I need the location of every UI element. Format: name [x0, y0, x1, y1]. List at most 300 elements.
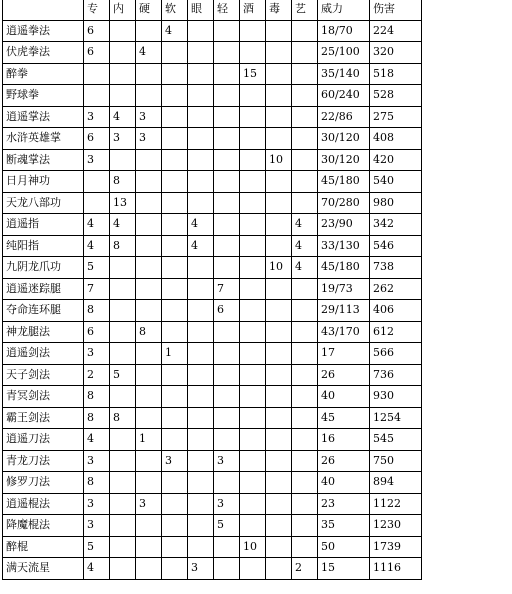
header-yan: 眼	[188, 0, 214, 20]
power-cell: 15	[318, 558, 370, 580]
nei-cell	[110, 493, 136, 515]
table-row	[3, 20, 422, 42]
du-cell	[266, 364, 292, 386]
qing-cell	[214, 214, 240, 236]
qing-cell	[214, 20, 240, 42]
damage-cell: 736	[370, 364, 422, 386]
ruan-cell	[162, 429, 188, 451]
zhuan-cell: 8	[84, 407, 110, 429]
skill-name-cell: 霸王剑法	[3, 407, 84, 429]
skill-name-cell: 天子剑法	[3, 364, 84, 386]
du-cell	[266, 214, 292, 236]
nei-cell: 8	[110, 171, 136, 193]
yi-cell	[292, 192, 318, 214]
du-cell	[266, 515, 292, 537]
du-cell	[266, 536, 292, 558]
yi-cell	[292, 278, 318, 300]
ying-cell	[136, 214, 162, 236]
qing-cell	[214, 235, 240, 257]
ruan-cell: 3	[162, 450, 188, 472]
jiu-cell	[240, 128, 266, 150]
yi-cell: 4	[292, 257, 318, 279]
skill-name-cell: 修罗刀法	[3, 472, 84, 494]
power-cell: 70/280	[318, 192, 370, 214]
skill-name-cell: 满天流星	[3, 558, 84, 580]
damage-cell: 738	[370, 257, 422, 279]
damage-cell: 894	[370, 472, 422, 494]
yi-cell: 4	[292, 235, 318, 257]
ying-cell: 3	[136, 106, 162, 128]
skill-name-cell: 醉棍	[3, 536, 84, 558]
zhuan-cell	[84, 85, 110, 107]
table-row	[3, 278, 422, 300]
ying-cell	[136, 85, 162, 107]
jiu-cell	[240, 472, 266, 494]
qing-cell	[214, 42, 240, 64]
yan-cell	[188, 472, 214, 494]
ying-cell	[136, 192, 162, 214]
nei-cell	[110, 63, 136, 85]
du-cell	[266, 20, 292, 42]
ruan-cell: 4	[162, 20, 188, 42]
ruan-cell	[162, 106, 188, 128]
table-row	[3, 321, 422, 343]
jiu-cell	[240, 171, 266, 193]
table-row	[3, 364, 422, 386]
skill-name-cell: 逍遥刀法	[3, 429, 84, 451]
ying-cell	[136, 171, 162, 193]
zhuan-cell: 7	[84, 278, 110, 300]
table-body	[3, 20, 422, 579]
power-cell: 50	[318, 536, 370, 558]
damage-cell: 275	[370, 106, 422, 128]
table-row	[3, 450, 422, 472]
yan-cell	[188, 450, 214, 472]
yan-cell	[188, 321, 214, 343]
zhuan-cell: 3	[84, 450, 110, 472]
damage-cell: 320	[370, 42, 422, 64]
skill-name-cell: 纯阳指	[3, 235, 84, 257]
power-cell: 16	[318, 429, 370, 451]
nei-cell: 8	[110, 407, 136, 429]
du-cell	[266, 235, 292, 257]
skill-name-cell: 水浒英雄掌	[3, 128, 84, 150]
yi-cell	[292, 300, 318, 322]
du-cell	[266, 386, 292, 408]
yi-cell	[292, 364, 318, 386]
yan-cell	[188, 407, 214, 429]
header-ruan: 软	[162, 0, 188, 20]
jiu-cell	[240, 407, 266, 429]
yan-cell	[188, 515, 214, 537]
qing-cell: 6	[214, 300, 240, 322]
zhuan-cell: 4	[84, 235, 110, 257]
power-cell: 35/140	[318, 63, 370, 85]
nei-cell	[110, 450, 136, 472]
nei-cell	[110, 300, 136, 322]
damage-cell: 262	[370, 278, 422, 300]
jiu-cell	[240, 515, 266, 537]
yi-cell	[292, 85, 318, 107]
zhuan-cell: 3	[84, 493, 110, 515]
damage-cell: 930	[370, 386, 422, 408]
jiu-cell	[240, 429, 266, 451]
skill-name-cell: 青冥剑法	[3, 386, 84, 408]
ruan-cell	[162, 536, 188, 558]
header-damage: 伤害	[370, 0, 422, 20]
nei-cell	[110, 536, 136, 558]
jiu-cell	[240, 192, 266, 214]
zhuan-cell: 4	[84, 429, 110, 451]
nei-cell	[110, 472, 136, 494]
header-nei: 内	[110, 0, 136, 20]
yan-cell	[188, 536, 214, 558]
yi-cell	[292, 343, 318, 365]
du-cell	[266, 558, 292, 580]
ying-cell	[136, 235, 162, 257]
yi-cell: 2	[292, 558, 318, 580]
jiu-cell	[240, 321, 266, 343]
zhuan-cell: 3	[84, 343, 110, 365]
yi-cell	[292, 407, 318, 429]
power-cell: 26	[318, 364, 370, 386]
power-cell: 40	[318, 386, 370, 408]
ruan-cell	[162, 364, 188, 386]
du-cell	[266, 106, 292, 128]
qing-cell	[214, 429, 240, 451]
jiu-cell	[240, 300, 266, 322]
ruan-cell	[162, 192, 188, 214]
table-row	[3, 106, 422, 128]
qing-cell	[214, 192, 240, 214]
header-yi: 艺	[292, 0, 318, 20]
yan-cell	[188, 42, 214, 64]
power-cell: 45/180	[318, 171, 370, 193]
qing-cell	[214, 472, 240, 494]
du-cell	[266, 128, 292, 150]
ruan-cell	[162, 300, 188, 322]
table-row	[3, 63, 422, 85]
du-cell	[266, 192, 292, 214]
zhuan-cell	[84, 171, 110, 193]
zhuan-cell: 6	[84, 321, 110, 343]
damage-cell: 1122	[370, 493, 422, 515]
skill-name-cell: 逍遥剑法	[3, 343, 84, 365]
damage-cell: 528	[370, 85, 422, 107]
ying-cell	[136, 20, 162, 42]
qing-cell: 3	[214, 493, 240, 515]
table-row	[3, 257, 422, 279]
yan-cell: 3	[188, 558, 214, 580]
du-cell: 10	[266, 257, 292, 279]
table-row	[3, 171, 422, 193]
nei-cell	[110, 20, 136, 42]
power-cell: 19/73	[318, 278, 370, 300]
yi-cell	[292, 42, 318, 64]
damage-cell: 1230	[370, 515, 422, 537]
skill-name-cell: 断魂掌法	[3, 149, 84, 171]
ruan-cell	[162, 493, 188, 515]
zhuan-cell: 3	[84, 515, 110, 537]
nei-cell: 3	[110, 128, 136, 150]
ying-cell	[136, 558, 162, 580]
skill-name-cell: 野球拳	[3, 85, 84, 107]
yi-cell	[292, 149, 318, 171]
power-cell: 33/130	[318, 235, 370, 257]
skill-name-cell: 逍遥拳法	[3, 20, 84, 42]
jiu-cell	[240, 493, 266, 515]
qing-cell	[214, 364, 240, 386]
damage-cell: 342	[370, 214, 422, 236]
skill-name-cell: 伏虎拳法	[3, 42, 84, 64]
du-cell	[266, 343, 292, 365]
zhuan-cell: 6	[84, 128, 110, 150]
table-row	[3, 85, 422, 107]
skill-name-cell: 日月神功	[3, 171, 84, 193]
jiu-cell	[240, 42, 266, 64]
jiu-cell	[240, 149, 266, 171]
nei-cell	[110, 386, 136, 408]
skill-name-cell: 夺命连环腿	[3, 300, 84, 322]
qing-cell: 3	[214, 450, 240, 472]
table-row	[3, 128, 422, 150]
zhuan-cell: 6	[84, 20, 110, 42]
qing-cell: 7	[214, 278, 240, 300]
qing-cell	[214, 407, 240, 429]
du-cell	[266, 63, 292, 85]
ying-cell	[136, 386, 162, 408]
yan-cell	[188, 149, 214, 171]
damage-cell: 1739	[370, 536, 422, 558]
skill-name-cell: 九阴龙爪功	[3, 257, 84, 279]
qing-cell: 5	[214, 515, 240, 537]
header-zhuan: 专	[84, 0, 110, 20]
damage-cell: 545	[370, 429, 422, 451]
qing-cell	[214, 321, 240, 343]
header-jiu: 酒	[240, 0, 266, 20]
ruan-cell	[162, 558, 188, 580]
power-cell: 35	[318, 515, 370, 537]
qing-cell	[214, 558, 240, 580]
zhuan-cell: 2	[84, 364, 110, 386]
zhuan-cell: 8	[84, 386, 110, 408]
ying-cell	[136, 450, 162, 472]
ruan-cell	[162, 214, 188, 236]
power-cell: 30/120	[318, 128, 370, 150]
power-cell: 23/90	[318, 214, 370, 236]
power-cell: 23	[318, 493, 370, 515]
nei-cell: 13	[110, 192, 136, 214]
table-row	[3, 343, 422, 365]
du-cell	[266, 85, 292, 107]
table-row	[3, 558, 422, 580]
damage-cell: 1254	[370, 407, 422, 429]
nei-cell	[110, 85, 136, 107]
nei-cell	[110, 42, 136, 64]
yan-cell	[188, 343, 214, 365]
yan-cell	[188, 63, 214, 85]
skill-name-cell: 逍遥迷踪腿	[3, 278, 84, 300]
table-header	[3, 0, 422, 20]
yi-cell	[292, 429, 318, 451]
jiu-cell: 10	[240, 536, 266, 558]
table-row	[3, 493, 422, 515]
yi-cell	[292, 171, 318, 193]
nei-cell	[110, 343, 136, 365]
qing-cell	[214, 128, 240, 150]
header-power: 威力	[318, 0, 370, 20]
damage-cell: 1116	[370, 558, 422, 580]
header-ying: 硬	[136, 0, 162, 20]
table-row	[3, 536, 422, 558]
du-cell	[266, 407, 292, 429]
qing-cell	[214, 171, 240, 193]
ruan-cell	[162, 386, 188, 408]
ruan-cell	[162, 472, 188, 494]
ying-cell	[136, 63, 162, 85]
ying-cell	[136, 407, 162, 429]
nei-cell: 4	[110, 106, 136, 128]
damage-cell: 546	[370, 235, 422, 257]
damage-cell: 980	[370, 192, 422, 214]
damage-cell: 406	[370, 300, 422, 322]
zhuan-cell	[84, 192, 110, 214]
du-cell	[266, 42, 292, 64]
nei-cell	[110, 429, 136, 451]
nei-cell	[110, 278, 136, 300]
table-row	[3, 149, 422, 171]
yan-cell	[188, 20, 214, 42]
ruan-cell	[162, 85, 188, 107]
damage-cell: 612	[370, 321, 422, 343]
du-cell	[266, 429, 292, 451]
damage-cell: 750	[370, 450, 422, 472]
zhuan-cell: 4	[84, 558, 110, 580]
jiu-cell	[240, 558, 266, 580]
du-cell	[266, 171, 292, 193]
zhuan-cell: 5	[84, 257, 110, 279]
power-cell: 30/120	[318, 149, 370, 171]
ying-cell	[136, 257, 162, 279]
skill-name-cell: 逍遥棍法	[3, 493, 84, 515]
zhuan-cell: 4	[84, 214, 110, 236]
ying-cell	[136, 364, 162, 386]
skill-name-cell: 神龙腿法	[3, 321, 84, 343]
power-cell: 22/86	[318, 106, 370, 128]
ying-cell	[136, 149, 162, 171]
yi-cell	[292, 536, 318, 558]
ruan-cell	[162, 63, 188, 85]
yan-cell	[188, 364, 214, 386]
ying-cell	[136, 515, 162, 537]
nei-cell	[110, 558, 136, 580]
zhuan-cell	[84, 63, 110, 85]
yan-cell	[188, 278, 214, 300]
power-cell: 40	[318, 472, 370, 494]
power-cell: 45	[318, 407, 370, 429]
du-cell	[266, 450, 292, 472]
table-row	[3, 407, 422, 429]
qing-cell	[214, 106, 240, 128]
ying-cell: 4	[136, 42, 162, 64]
nei-cell	[110, 321, 136, 343]
yi-cell	[292, 20, 318, 42]
du-cell	[266, 278, 292, 300]
nei-cell	[110, 257, 136, 279]
nei-cell	[110, 515, 136, 537]
yan-cell	[188, 493, 214, 515]
ying-cell: 3	[136, 128, 162, 150]
header-name	[3, 0, 84, 20]
ying-cell: 8	[136, 321, 162, 343]
damage-cell: 224	[370, 20, 422, 42]
qing-cell	[214, 85, 240, 107]
skill-name-cell: 逍遥掌法	[3, 106, 84, 128]
power-cell: 60/240	[318, 85, 370, 107]
yan-cell	[188, 300, 214, 322]
ying-cell	[136, 343, 162, 365]
damage-cell: 566	[370, 343, 422, 365]
skill-name-cell: 青龙刀法	[3, 450, 84, 472]
yan-cell	[188, 257, 214, 279]
yi-cell	[292, 106, 318, 128]
ruan-cell: 1	[162, 343, 188, 365]
qing-cell	[214, 536, 240, 558]
qing-cell	[214, 149, 240, 171]
ruan-cell	[162, 235, 188, 257]
damage-cell: 420	[370, 149, 422, 171]
du-cell	[266, 493, 292, 515]
ying-cell	[136, 536, 162, 558]
yi-cell	[292, 515, 318, 537]
jiu-cell	[240, 450, 266, 472]
ruan-cell	[162, 515, 188, 537]
table-row	[3, 429, 422, 451]
du-cell	[266, 300, 292, 322]
yi-cell	[292, 321, 318, 343]
qing-cell	[214, 386, 240, 408]
ruan-cell	[162, 128, 188, 150]
header-du: 毒	[266, 0, 292, 20]
yan-cell	[188, 85, 214, 107]
yan-cell	[188, 128, 214, 150]
qing-cell	[214, 63, 240, 85]
du-cell: 10	[266, 149, 292, 171]
zhuan-cell: 8	[84, 472, 110, 494]
zhuan-cell: 3	[84, 149, 110, 171]
table-row	[3, 472, 422, 494]
jiu-cell	[240, 343, 266, 365]
du-cell	[266, 472, 292, 494]
skills-table	[2, 0, 422, 580]
jiu-cell	[240, 85, 266, 107]
ruan-cell	[162, 42, 188, 64]
header-qing: 轻	[214, 0, 240, 20]
damage-cell: 408	[370, 128, 422, 150]
table-row	[3, 214, 422, 236]
jiu-cell	[240, 214, 266, 236]
ying-cell	[136, 472, 162, 494]
nei-cell: 4	[110, 214, 136, 236]
nei-cell: 5	[110, 364, 136, 386]
yi-cell	[292, 472, 318, 494]
damage-cell: 540	[370, 171, 422, 193]
yi-cell	[292, 386, 318, 408]
jiu-cell	[240, 386, 266, 408]
du-cell	[266, 321, 292, 343]
yan-cell	[188, 386, 214, 408]
skill-name-cell: 降魔棍法	[3, 515, 84, 537]
